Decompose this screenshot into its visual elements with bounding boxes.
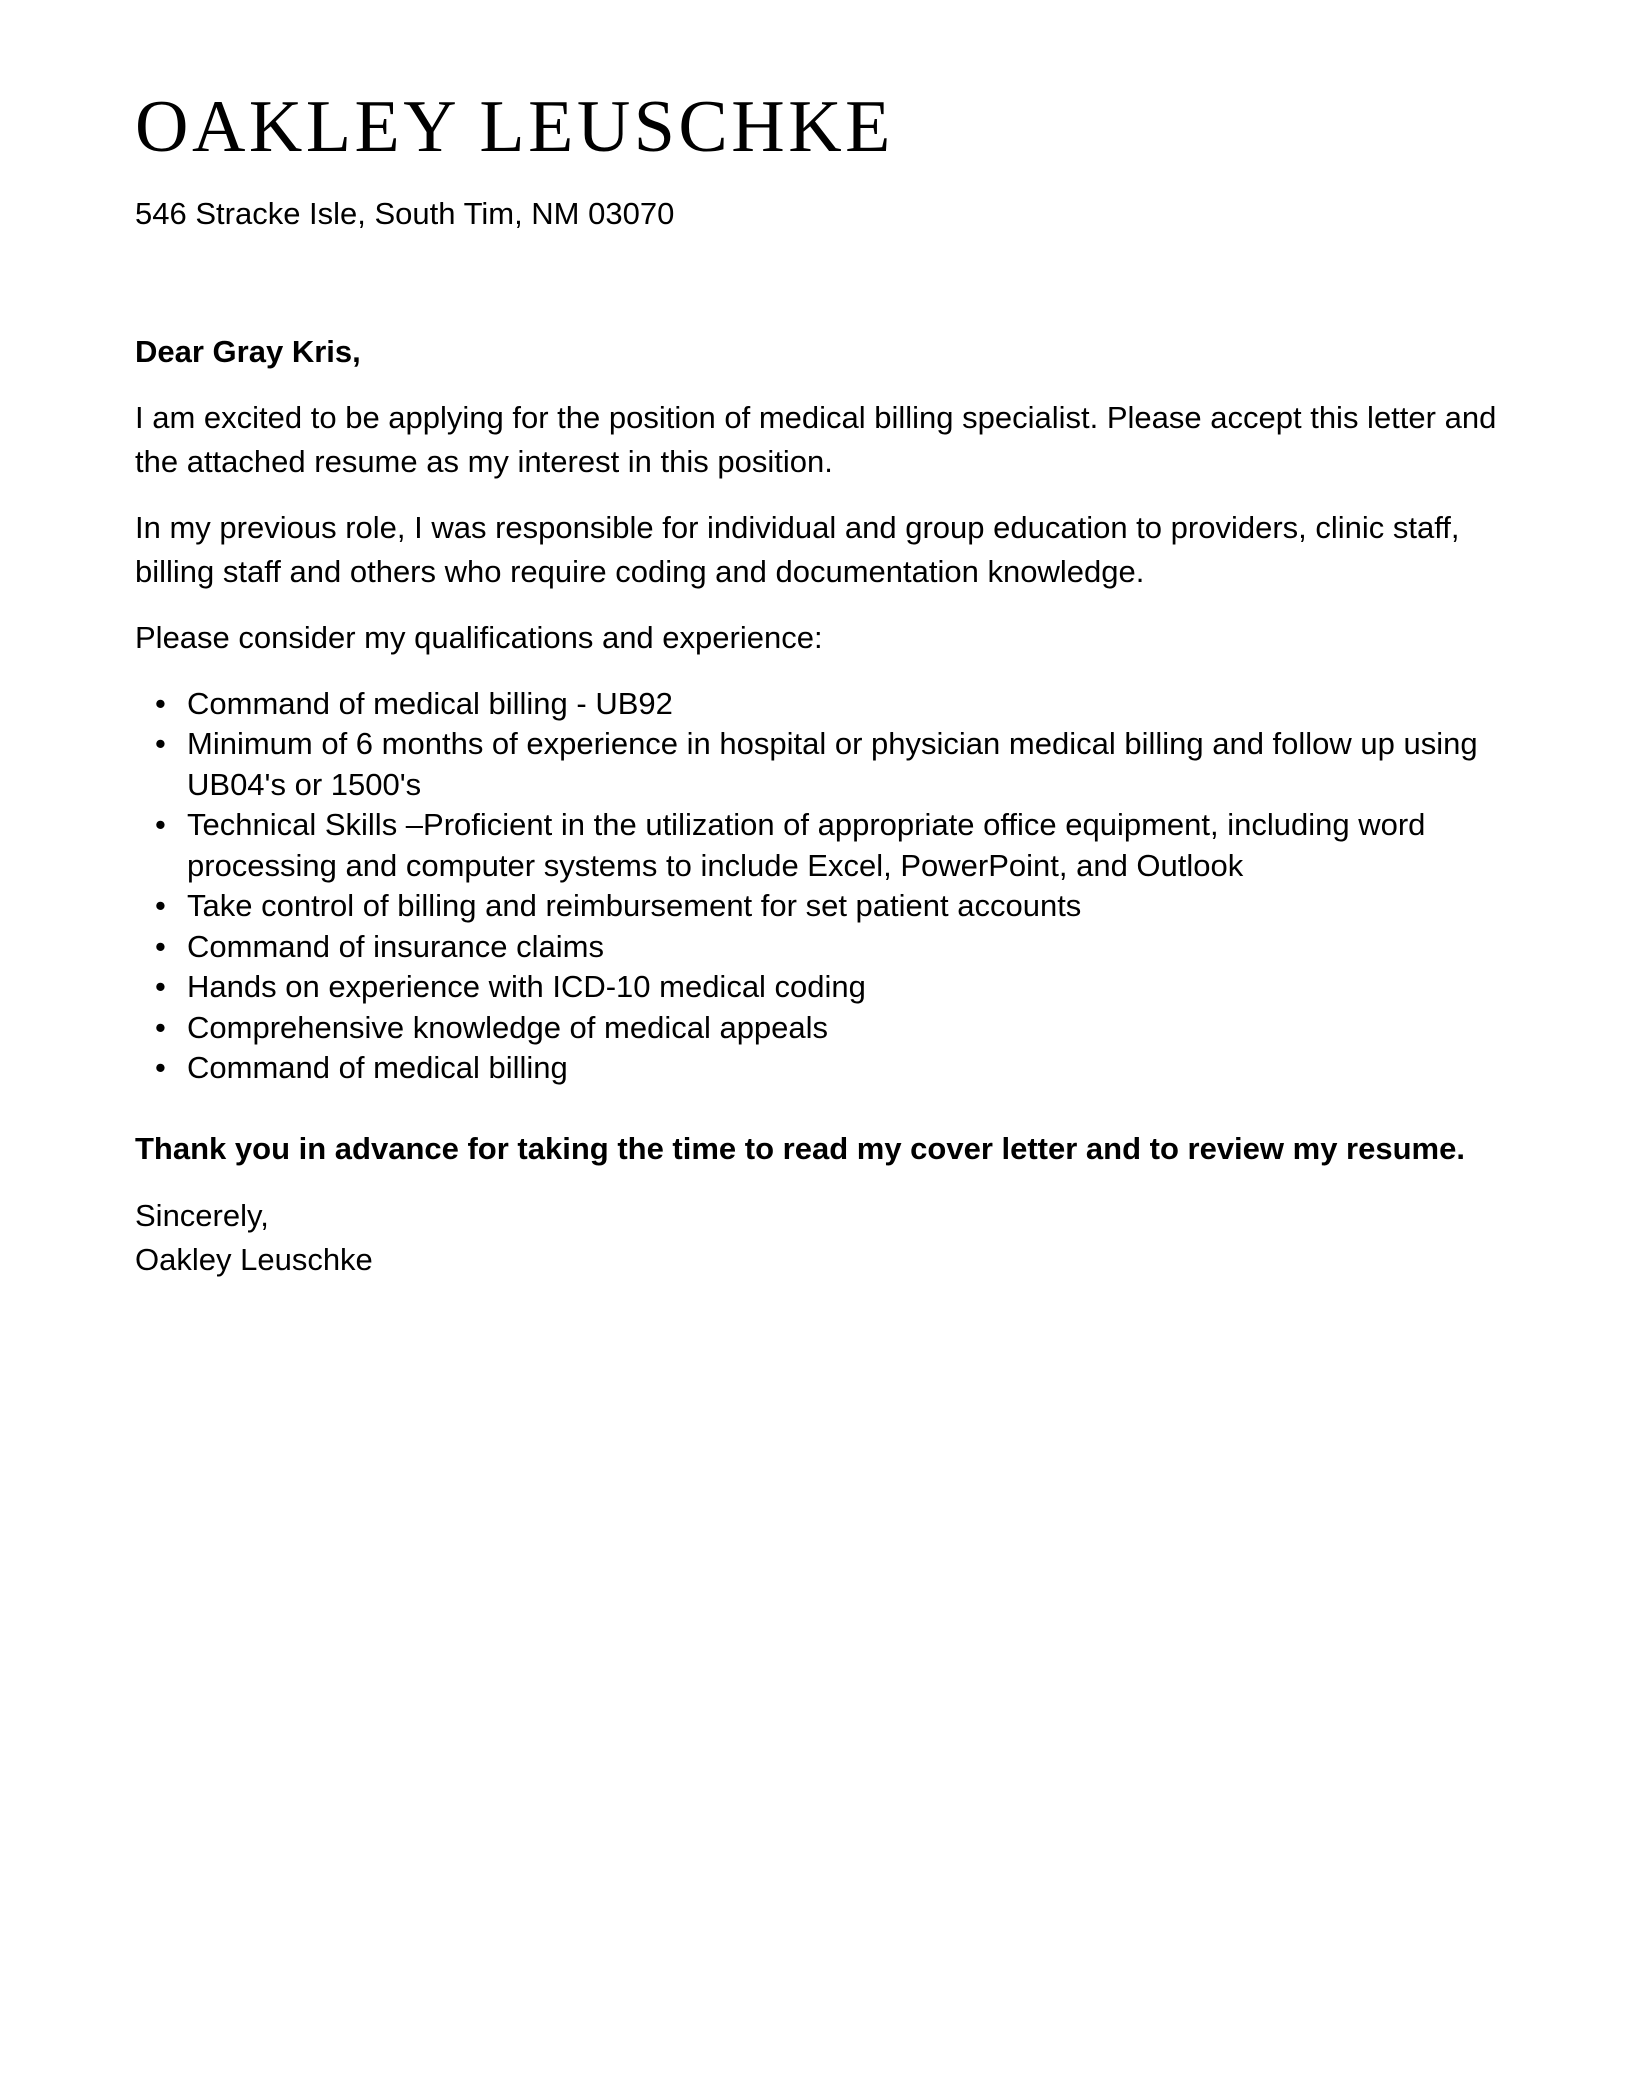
qualification-item: • Minimum of 6 months of experience in hospital or physician medical billing and follow up using UB04's or 1500's bbox=[135, 724, 1497, 805]
intro-paragraph: I am excited to be applying for the position of medical billing specialist. Please accept this letter and the attached resume as my interest in this position. bbox=[135, 399, 1497, 479]
qualification-item: • Command of medical billing - UB92 bbox=[135, 684, 1497, 725]
salutation: Dear Gray Kris, bbox=[135, 333, 361, 369]
qualification-item: • Take control of billing and reimbursement for set patient accounts bbox=[135, 886, 1497, 927]
qualification-item: • Hands on experience with ICD-10 medical coding bbox=[135, 967, 1497, 1008]
signature-name: Oakley Leuschke bbox=[135, 1241, 373, 1277]
signoff: Sincerely, bbox=[135, 1197, 269, 1233]
previous-role-paragraph: In my previous role, I was responsible for individual and group education to providers, clinic staff, billing staff and others who require coding and documentation knowledge. bbox=[135, 509, 1460, 589]
applicant-address: 546 Stracke Isle, South Tim, NM 03070 bbox=[135, 195, 675, 231]
qualifications-lead-in: Please consider my qualifications and experience: bbox=[135, 619, 823, 655]
qualification-item: • Command of insurance claims bbox=[135, 927, 1497, 968]
qualification-item: • Command of medical billing bbox=[135, 1048, 1497, 1089]
qualifications-list bbox=[135, 684, 1497, 1089]
qualification-item: • Technical Skills –Proficient in the utilization of appropriate office equipment, including word processing and computer systems to include Excel, PowerPoint, and Outlook bbox=[135, 805, 1497, 886]
applicant-name-heading: OAKLEY LEUSCHKE bbox=[135, 86, 894, 168]
closing-line: Thank you in advance for taking the time to read my cover letter and to review my resume. bbox=[135, 1130, 1465, 1166]
qualification-item: • Comprehensive knowledge of medical appeals bbox=[135, 1008, 1497, 1049]
